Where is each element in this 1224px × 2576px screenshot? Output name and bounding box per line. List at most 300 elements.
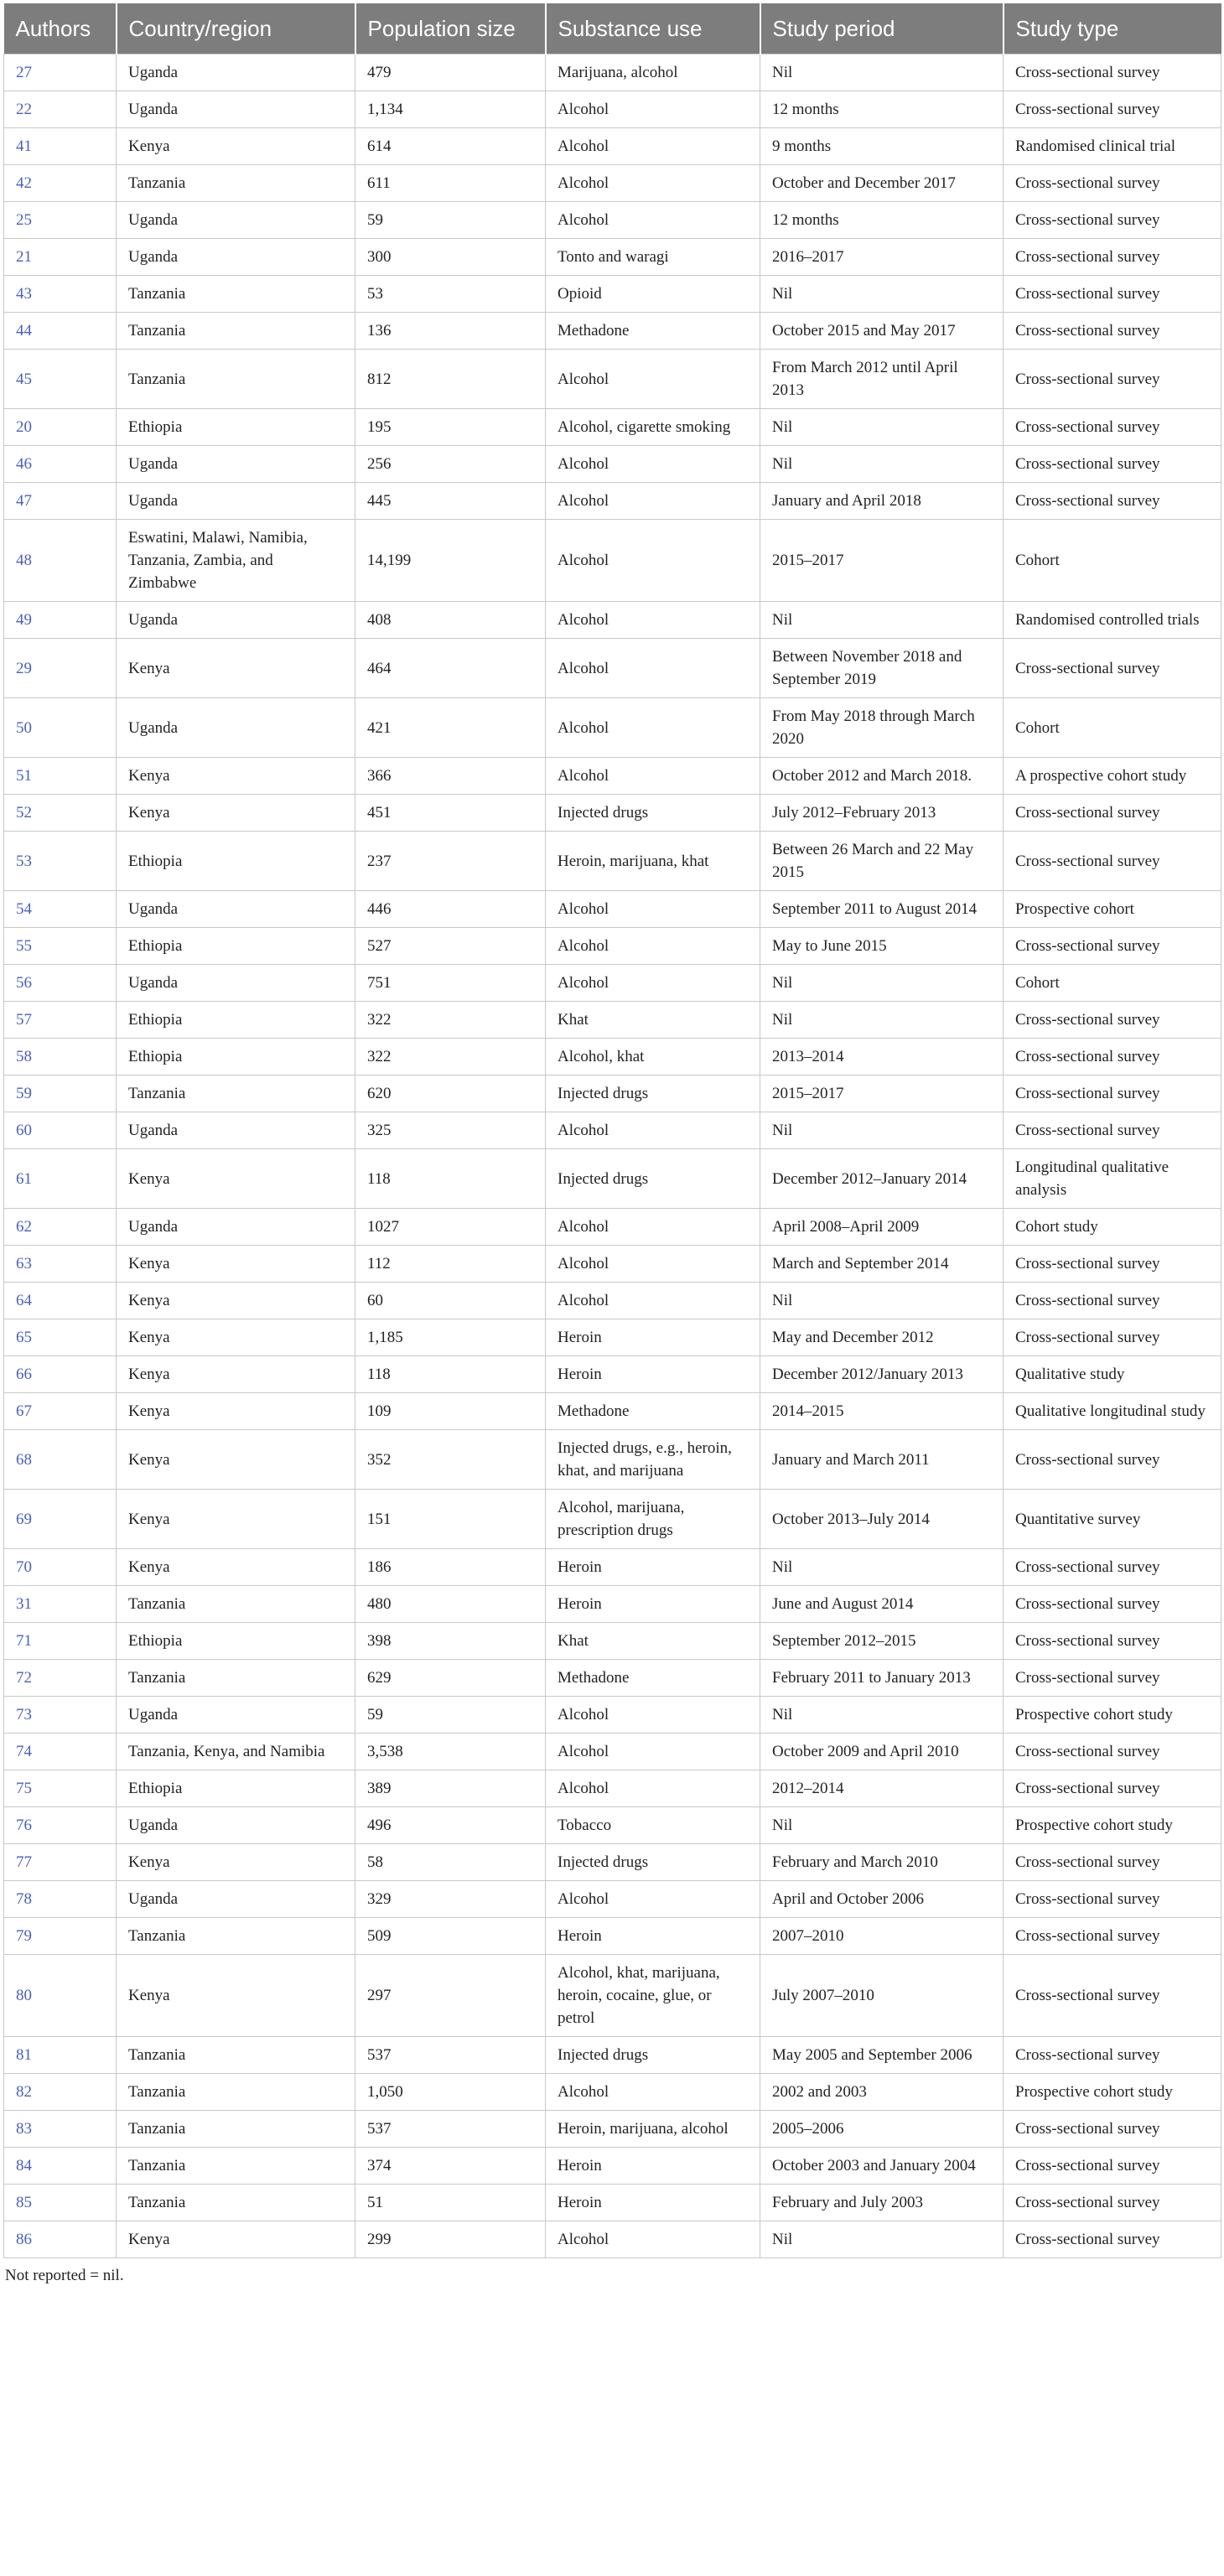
cell-population-size: 537 — [355, 2037, 546, 2074]
cell-country-region: Kenya — [117, 1356, 355, 1393]
table-row — [4, 758, 1221, 795]
cell-study-period: September 2012–2015 — [760, 1623, 1004, 1660]
cell-substance-use: Alcohol — [546, 2074, 760, 2111]
cell-substance-use: Alcohol — [546, 520, 760, 602]
cell-substance-use: Heroin — [546, 1319, 760, 1356]
cell-authors-ref[interactable]: 77 — [4, 1844, 117, 1881]
cell-authors-ref[interactable]: 22 — [4, 91, 117, 128]
cell-study-period: 2014–2015 — [760, 1393, 1004, 1430]
cell-authors-ref[interactable]: 21 — [4, 239, 117, 276]
cell-substance-use: Alcohol — [546, 891, 760, 928]
cell-authors-ref[interactable]: 31 — [4, 1586, 117, 1623]
cell-substance-use: Alcohol — [546, 483, 760, 520]
cell-study-period: From March 2012 until April 2013 — [760, 350, 1004, 409]
cell-authors-ref[interactable]: 65 — [4, 1319, 117, 1356]
cell-authors-ref[interactable]: 74 — [4, 1734, 117, 1770]
cell-study-type: Cohort — [1004, 520, 1221, 602]
cell-authors-ref[interactable]: 55 — [4, 928, 117, 965]
cell-country-region: Uganda — [117, 54, 355, 91]
cell-population-size: 751 — [355, 965, 546, 1002]
cell-study-type: Cross-sectional survey — [1004, 350, 1221, 409]
table-row — [4, 891, 1221, 928]
cell-authors-ref[interactable]: 29 — [4, 639, 117, 698]
study-table-container — [3, 3, 1221, 2285]
table-row — [4, 409, 1221, 446]
table-row — [4, 1918, 1221, 1955]
cell-population-size: 445 — [355, 483, 546, 520]
cell-authors-ref[interactable]: 49 — [4, 602, 117, 639]
cell-population-size: 537 — [355, 2111, 546, 2148]
cell-study-period: July 2012–February 2013 — [760, 795, 1004, 832]
cell-substance-use: Heroin, marijuana, alcohol — [546, 2111, 760, 2148]
cell-substance-use: Methadone — [546, 313, 760, 350]
cell-authors-ref[interactable]: 81 — [4, 2037, 117, 2074]
cell-country-region: Uganda — [117, 965, 355, 1002]
cell-study-period: Nil — [760, 1283, 1004, 1319]
cell-authors-ref[interactable]: 67 — [4, 1393, 117, 1430]
table-row — [4, 928, 1221, 965]
cell-population-size: 256 — [355, 446, 546, 483]
cell-country-region: Kenya — [117, 1844, 355, 1881]
cell-substance-use: Alcohol — [546, 1697, 760, 1734]
cell-authors-ref[interactable]: 75 — [4, 1770, 117, 1807]
cell-study-period: Between 26 March and 22 May 2015 — [760, 832, 1004, 891]
header-study-type: Study type — [1004, 3, 1221, 54]
cell-country-region: Kenya — [117, 758, 355, 795]
cell-population-size: 389 — [355, 1770, 546, 1807]
cell-substance-use: Injected drugs, e.g., heroin, khat, and marijuana — [546, 1430, 760, 1490]
cell-study-period: 2012–2014 — [760, 1770, 1004, 1807]
cell-country-region: Tanzania — [117, 2185, 355, 2221]
cell-study-period: May 2005 and September 2006 — [760, 2037, 1004, 2074]
cell-study-type: Cross-sectional survey — [1004, 54, 1221, 91]
cell-substance-use: Injected drugs — [546, 795, 760, 832]
cell-substance-use: Heroin, marijuana, khat — [546, 832, 760, 891]
table-row — [4, 239, 1221, 276]
cell-study-period: April and October 2006 — [760, 1881, 1004, 1918]
cell-authors-ref[interactable]: 66 — [4, 1356, 117, 1393]
cell-substance-use: Alcohol — [546, 1209, 760, 1246]
cell-country-region: Ethiopia — [117, 1623, 355, 1660]
table-row — [4, 1549, 1221, 1586]
cell-authors-ref[interactable]: 72 — [4, 1660, 117, 1697]
cell-study-type: Cross-sectional survey — [1004, 409, 1221, 446]
cell-study-type: Prospective cohort study — [1004, 1807, 1221, 1844]
cell-population-size: 59 — [355, 1697, 546, 1734]
cell-study-type: Cross-sectional survey — [1004, 1319, 1221, 1356]
cell-country-region: Tanzania — [117, 276, 355, 313]
cell-country-region: Tanzania — [117, 2037, 355, 2074]
cell-substance-use: Alcohol — [546, 928, 760, 965]
cell-country-region: Ethiopia — [117, 1770, 355, 1807]
cell-country-region: Kenya — [117, 2221, 355, 2258]
cell-study-type: Prospective cohort study — [1004, 1697, 1221, 1734]
table-row — [4, 313, 1221, 350]
cell-country-region: Tanzania — [117, 1918, 355, 1955]
cell-study-period: June and August 2014 — [760, 1586, 1004, 1623]
cell-study-type: Cross-sectional survey — [1004, 795, 1221, 832]
cell-authors-ref[interactable]: 79 — [4, 1918, 117, 1955]
cell-country-region: Tanzania — [117, 313, 355, 350]
cell-substance-use: Methadone — [546, 1393, 760, 1430]
cell-country-region: Kenya — [117, 639, 355, 698]
cell-substance-use: Injected drugs — [546, 1149, 760, 1209]
cell-country-region: Uganda — [117, 483, 355, 520]
cell-substance-use: Opioid — [546, 276, 760, 313]
cell-country-region: Uganda — [117, 1209, 355, 1246]
cell-country-region: Uganda — [117, 1807, 355, 1844]
cell-study-period: 12 months — [760, 91, 1004, 128]
table-row — [4, 1623, 1221, 1660]
cell-substance-use: Heroin — [546, 2185, 760, 2221]
cell-authors-ref[interactable]: 50 — [4, 698, 117, 758]
table-row — [4, 1246, 1221, 1283]
cell-authors-ref[interactable]: 82 — [4, 2074, 117, 2111]
cell-population-size: 118 — [355, 1356, 546, 1393]
cell-substance-use: Alcohol — [546, 202, 760, 239]
cell-population-size: 151 — [355, 1490, 546, 1549]
table-row — [4, 1112, 1221, 1149]
cell-substance-use: Alcohol — [546, 1246, 760, 1283]
cell-study-type: Cross-sectional survey — [1004, 313, 1221, 350]
cell-population-size: 1,050 — [355, 2074, 546, 2111]
table-row — [4, 1807, 1221, 1844]
cell-study-type: Cross-sectional survey — [1004, 1430, 1221, 1490]
cell-study-type: Cohort — [1004, 965, 1221, 1002]
cell-population-size: 112 — [355, 1246, 546, 1283]
cell-study-type: Cross-sectional survey — [1004, 483, 1221, 520]
table-header — [4, 3, 1221, 54]
cell-authors-ref[interactable]: 48 — [4, 520, 117, 602]
cell-population-size: 812 — [355, 350, 546, 409]
cell-study-period: February 2011 to January 2013 — [760, 1660, 1004, 1697]
cell-population-size: 322 — [355, 1039, 546, 1075]
cell-substance-use: Alcohol, cigarette smoking — [546, 409, 760, 446]
cell-authors-ref[interactable]: 64 — [4, 1283, 117, 1319]
cell-study-period: Nil — [760, 446, 1004, 483]
cell-authors-ref[interactable]: 69 — [4, 1490, 117, 1549]
cell-study-period: Nil — [760, 276, 1004, 313]
cell-study-period: May to June 2015 — [760, 928, 1004, 965]
cell-study-period: May and December 2012 — [760, 1319, 1004, 1356]
cell-country-region: Tanzania, Kenya, and Namibia — [117, 1734, 355, 1770]
cell-study-type: Cross-sectional survey — [1004, 928, 1221, 965]
cell-study-period: February and July 2003 — [760, 2185, 1004, 2221]
cell-study-type: Cross-sectional survey — [1004, 1283, 1221, 1319]
cell-study-type: Cross-sectional survey — [1004, 239, 1221, 276]
cell-country-region: Tanzania — [117, 1660, 355, 1697]
cell-study-period: 2015–2017 — [760, 520, 1004, 602]
table-row — [4, 1490, 1221, 1549]
cell-substance-use: Injected drugs — [546, 1844, 760, 1881]
cell-substance-use: Injected drugs — [546, 1075, 760, 1112]
table-row — [4, 1697, 1221, 1734]
table-row — [4, 1039, 1221, 1075]
table-row — [4, 1283, 1221, 1319]
table-row — [4, 1881, 1221, 1918]
cell-study-type: Cross-sectional survey — [1004, 1660, 1221, 1697]
cell-authors-ref[interactable]: 56 — [4, 965, 117, 1002]
cell-authors-ref[interactable]: 54 — [4, 891, 117, 928]
cell-study-period: December 2012/January 2013 — [760, 1356, 1004, 1393]
cell-study-period: Nil — [760, 54, 1004, 91]
cell-authors-ref[interactable]: 76 — [4, 1807, 117, 1844]
cell-study-period: 2013–2014 — [760, 1039, 1004, 1075]
cell-authors-ref[interactable]: 46 — [4, 446, 117, 483]
cell-substance-use: Alcohol — [546, 128, 760, 165]
cell-authors-ref[interactable]: 61 — [4, 1149, 117, 1209]
cell-country-region: Tanzania — [117, 2111, 355, 2148]
cell-authors-ref[interactable]: 27 — [4, 54, 117, 91]
cell-population-size: 109 — [355, 1393, 546, 1430]
cell-study-period: 9 months — [760, 128, 1004, 165]
cell-authors-ref[interactable]: 52 — [4, 795, 117, 832]
table-row — [4, 276, 1221, 313]
cell-country-region: Kenya — [117, 1955, 355, 2037]
cell-study-period: Nil — [760, 409, 1004, 446]
cell-population-size: 611 — [355, 165, 546, 202]
cell-substance-use: Khat — [546, 1623, 760, 1660]
cell-authors-ref[interactable]: 45 — [4, 350, 117, 409]
cell-country-region: Tanzania — [117, 350, 355, 409]
cell-population-size: 136 — [355, 313, 546, 350]
cell-authors-ref[interactable]: 43 — [4, 276, 117, 313]
cell-substance-use: Alcohol — [546, 1734, 760, 1770]
cell-substance-use: Tobacco — [546, 1807, 760, 1844]
cell-study-period: April 2008–April 2009 — [760, 1209, 1004, 1246]
cell-authors-ref[interactable]: 59 — [4, 1075, 117, 1112]
cell-population-size: 464 — [355, 639, 546, 698]
cell-study-period: March and September 2014 — [760, 1246, 1004, 1283]
cell-population-size: 237 — [355, 832, 546, 891]
cell-country-region: Kenya — [117, 1490, 355, 1549]
cell-substance-use: Alcohol — [546, 350, 760, 409]
cell-population-size: 118 — [355, 1149, 546, 1209]
cell-country-region: Tanzania — [117, 2074, 355, 2111]
cell-study-type: Cross-sectional survey — [1004, 1246, 1221, 1283]
table-row — [4, 520, 1221, 602]
header-substance-use: Substance use — [546, 3, 760, 54]
cell-country-region: Ethiopia — [117, 1039, 355, 1075]
cell-authors-ref[interactable]: 83 — [4, 2111, 117, 2148]
cell-population-size: 620 — [355, 1075, 546, 1112]
cell-authors-ref[interactable]: 63 — [4, 1246, 117, 1283]
cell-study-period: Nil — [760, 2221, 1004, 2258]
cell-study-period: January and April 2018 — [760, 483, 1004, 520]
cell-study-period: December 2012–January 2014 — [760, 1149, 1004, 1209]
cell-authors-ref[interactable]: 41 — [4, 128, 117, 165]
cell-authors-ref[interactable]: 60 — [4, 1112, 117, 1149]
cell-substance-use: Heroin — [546, 1549, 760, 1586]
table-row — [4, 1075, 1221, 1112]
cell-study-type: Cross-sectional survey — [1004, 276, 1221, 313]
table-row — [4, 2074, 1221, 2111]
cell-study-period: 2016–2017 — [760, 239, 1004, 276]
table-row — [4, 1002, 1221, 1039]
table-row — [4, 832, 1221, 891]
cell-study-type: Cross-sectional survey — [1004, 2111, 1221, 2148]
cell-population-size: 366 — [355, 758, 546, 795]
cell-study-type: Cross-sectional survey — [1004, 2037, 1221, 2074]
study-table — [3, 3, 1221, 2258]
cell-study-type: Cross-sectional survey — [1004, 446, 1221, 483]
cell-substance-use: Alcohol — [546, 2221, 760, 2258]
cell-study-period: Nil — [760, 602, 1004, 639]
cell-population-size: 322 — [355, 1002, 546, 1039]
table-row — [4, 602, 1221, 639]
cell-country-region: Ethiopia — [117, 409, 355, 446]
cell-population-size: 398 — [355, 1623, 546, 1660]
cell-study-period: October 2003 and January 2004 — [760, 2148, 1004, 2185]
cell-substance-use: Heroin — [546, 2148, 760, 2185]
table-row — [4, 965, 1221, 1002]
cell-study-period: Nil — [760, 1807, 1004, 1844]
cell-country-region: Ethiopia — [117, 928, 355, 965]
cell-study-period: October 2013–July 2014 — [760, 1490, 1004, 1549]
cell-study-type: Cross-sectional survey — [1004, 1549, 1221, 1586]
cell-substance-use: Alcohol — [546, 165, 760, 202]
cell-authors-ref[interactable]: 73 — [4, 1697, 117, 1734]
cell-study-period: Nil — [760, 1697, 1004, 1734]
cell-population-size: 1,134 — [355, 91, 546, 128]
cell-population-size: 297 — [355, 1955, 546, 2037]
cell-authors-ref[interactable]: 20 — [4, 409, 117, 446]
table-row — [4, 1149, 1221, 1209]
cell-authors-ref[interactable]: 70 — [4, 1549, 117, 1586]
table-row — [4, 1770, 1221, 1807]
cell-authors-ref[interactable]: 57 — [4, 1002, 117, 1039]
cell-population-size: 14,199 — [355, 520, 546, 602]
cell-country-region: Uganda — [117, 1697, 355, 1734]
table-row — [4, 165, 1221, 202]
table-row — [4, 91, 1221, 128]
table-row — [4, 446, 1221, 483]
cell-study-type: Randomised controlled trials — [1004, 602, 1221, 639]
table-row — [4, 2111, 1221, 2148]
cell-population-size: 509 — [355, 1918, 546, 1955]
cell-study-period: 2007–2010 — [760, 1918, 1004, 1955]
cell-country-region: Kenya — [117, 1283, 355, 1319]
cell-study-type: Cross-sectional survey — [1004, 639, 1221, 698]
cell-study-type: Cross-sectional survey — [1004, 1770, 1221, 1807]
cell-population-size: 527 — [355, 928, 546, 965]
cell-substance-use: Alcohol, khat — [546, 1039, 760, 1075]
cell-authors-ref[interactable]: 86 — [4, 2221, 117, 2258]
cell-authors-ref[interactable]: 78 — [4, 1881, 117, 1918]
cell-study-type: Prospective cohort study — [1004, 2074, 1221, 2111]
table-body — [4, 54, 1221, 2258]
header-study-period: Study period — [760, 3, 1004, 54]
cell-authors-ref[interactable]: 51 — [4, 758, 117, 795]
cell-study-type: Cross-sectional survey — [1004, 1039, 1221, 1075]
header-row — [4, 3, 1221, 54]
cell-population-size: 451 — [355, 795, 546, 832]
table-row — [4, 1356, 1221, 1393]
cell-study-period: 12 months — [760, 202, 1004, 239]
table-row — [4, 795, 1221, 832]
cell-study-period: July 2007–2010 — [760, 1955, 1004, 2037]
table-row — [4, 1319, 1221, 1356]
cell-authors-ref[interactable]: 42 — [4, 165, 117, 202]
cell-population-size: 352 — [355, 1430, 546, 1490]
cell-study-type: Qualitative study — [1004, 1356, 1221, 1393]
cell-country-region: Ethiopia — [117, 832, 355, 891]
cell-population-size: 629 — [355, 1660, 546, 1697]
cell-population-size: 614 — [355, 128, 546, 165]
cell-study-period: 2005–2006 — [760, 2111, 1004, 2148]
cell-study-type: Qualitative longitudinal study — [1004, 1393, 1221, 1430]
cell-authors-ref[interactable]: 62 — [4, 1209, 117, 1246]
cell-country-region: Tanzania — [117, 165, 355, 202]
cell-study-period: Between November 2018 and September 2019 — [760, 639, 1004, 698]
table-row — [4, 1586, 1221, 1623]
cell-authors-ref[interactable]: 53 — [4, 832, 117, 891]
cell-country-region: Tanzania — [117, 1586, 355, 1623]
cell-study-type: Cross-sectional survey — [1004, 1112, 1221, 1149]
cell-population-size: 329 — [355, 1881, 546, 1918]
cell-substance-use: Heroin — [546, 1918, 760, 1955]
cell-country-region: Kenya — [117, 1393, 355, 1430]
cell-country-region: Uganda — [117, 202, 355, 239]
cell-substance-use: Alcohol — [546, 1881, 760, 1918]
cell-population-size: 446 — [355, 891, 546, 928]
cell-study-period: From May 2018 through March 2020 — [760, 698, 1004, 758]
cell-authors-ref[interactable]: 47 — [4, 483, 117, 520]
cell-authors-ref[interactable]: 58 — [4, 1039, 117, 1075]
cell-study-type: Cross-sectional survey — [1004, 1002, 1221, 1039]
cell-study-type: Quantitative survey — [1004, 1490, 1221, 1549]
cell-study-type: Prospective cohort — [1004, 891, 1221, 928]
footnote: Not reported = nil. — [5, 2267, 124, 2284]
cell-study-type: Cross-sectional survey — [1004, 1586, 1221, 1623]
cell-population-size: 51 — [355, 2185, 546, 2221]
cell-country-region: Eswatini, Malawi, Namibia, Tanzania, Zambia, and Zimbabwe — [117, 520, 355, 602]
cell-authors-ref[interactable]: 44 — [4, 313, 117, 350]
cell-authors-ref[interactable]: 25 — [4, 202, 117, 239]
table-row — [4, 483, 1221, 520]
cell-study-type: Cross-sectional survey — [1004, 2221, 1221, 2258]
table-row — [4, 2148, 1221, 2185]
cell-study-period: September 2011 to August 2014 — [760, 891, 1004, 928]
cell-country-region: Uganda — [117, 602, 355, 639]
cell-population-size: 59 — [355, 202, 546, 239]
cell-authors-ref[interactable]: 71 — [4, 1623, 117, 1660]
cell-population-size: 299 — [355, 2221, 546, 2258]
cell-country-region: Kenya — [117, 1549, 355, 1586]
cell-authors-ref[interactable]: 85 — [4, 2185, 117, 2221]
cell-country-region: Kenya — [117, 1149, 355, 1209]
header-country-region: Country/region — [117, 3, 355, 54]
cell-study-type: Cross-sectional survey — [1004, 832, 1221, 891]
table-row — [4, 1955, 1221, 2037]
cell-population-size: 60 — [355, 1283, 546, 1319]
cell-country-region: Uganda — [117, 891, 355, 928]
cell-authors-ref[interactable]: 84 — [4, 2148, 117, 2185]
cell-population-size: 479 — [355, 54, 546, 91]
table-row — [4, 1660, 1221, 1697]
table-row — [4, 1844, 1221, 1881]
cell-study-type: Randomised clinical trial — [1004, 128, 1221, 165]
cell-authors-ref[interactable]: 68 — [4, 1430, 117, 1490]
cell-substance-use: Alcohol — [546, 602, 760, 639]
cell-study-type: Cross-sectional survey — [1004, 1075, 1221, 1112]
cell-substance-use: Alcohol — [546, 91, 760, 128]
cell-authors-ref[interactable]: 80 — [4, 1955, 117, 2037]
table-row — [4, 202, 1221, 239]
cell-study-type: Cross-sectional survey — [1004, 165, 1221, 202]
cell-country-region: Uganda — [117, 446, 355, 483]
cell-study-period: February and March 2010 — [760, 1844, 1004, 1881]
